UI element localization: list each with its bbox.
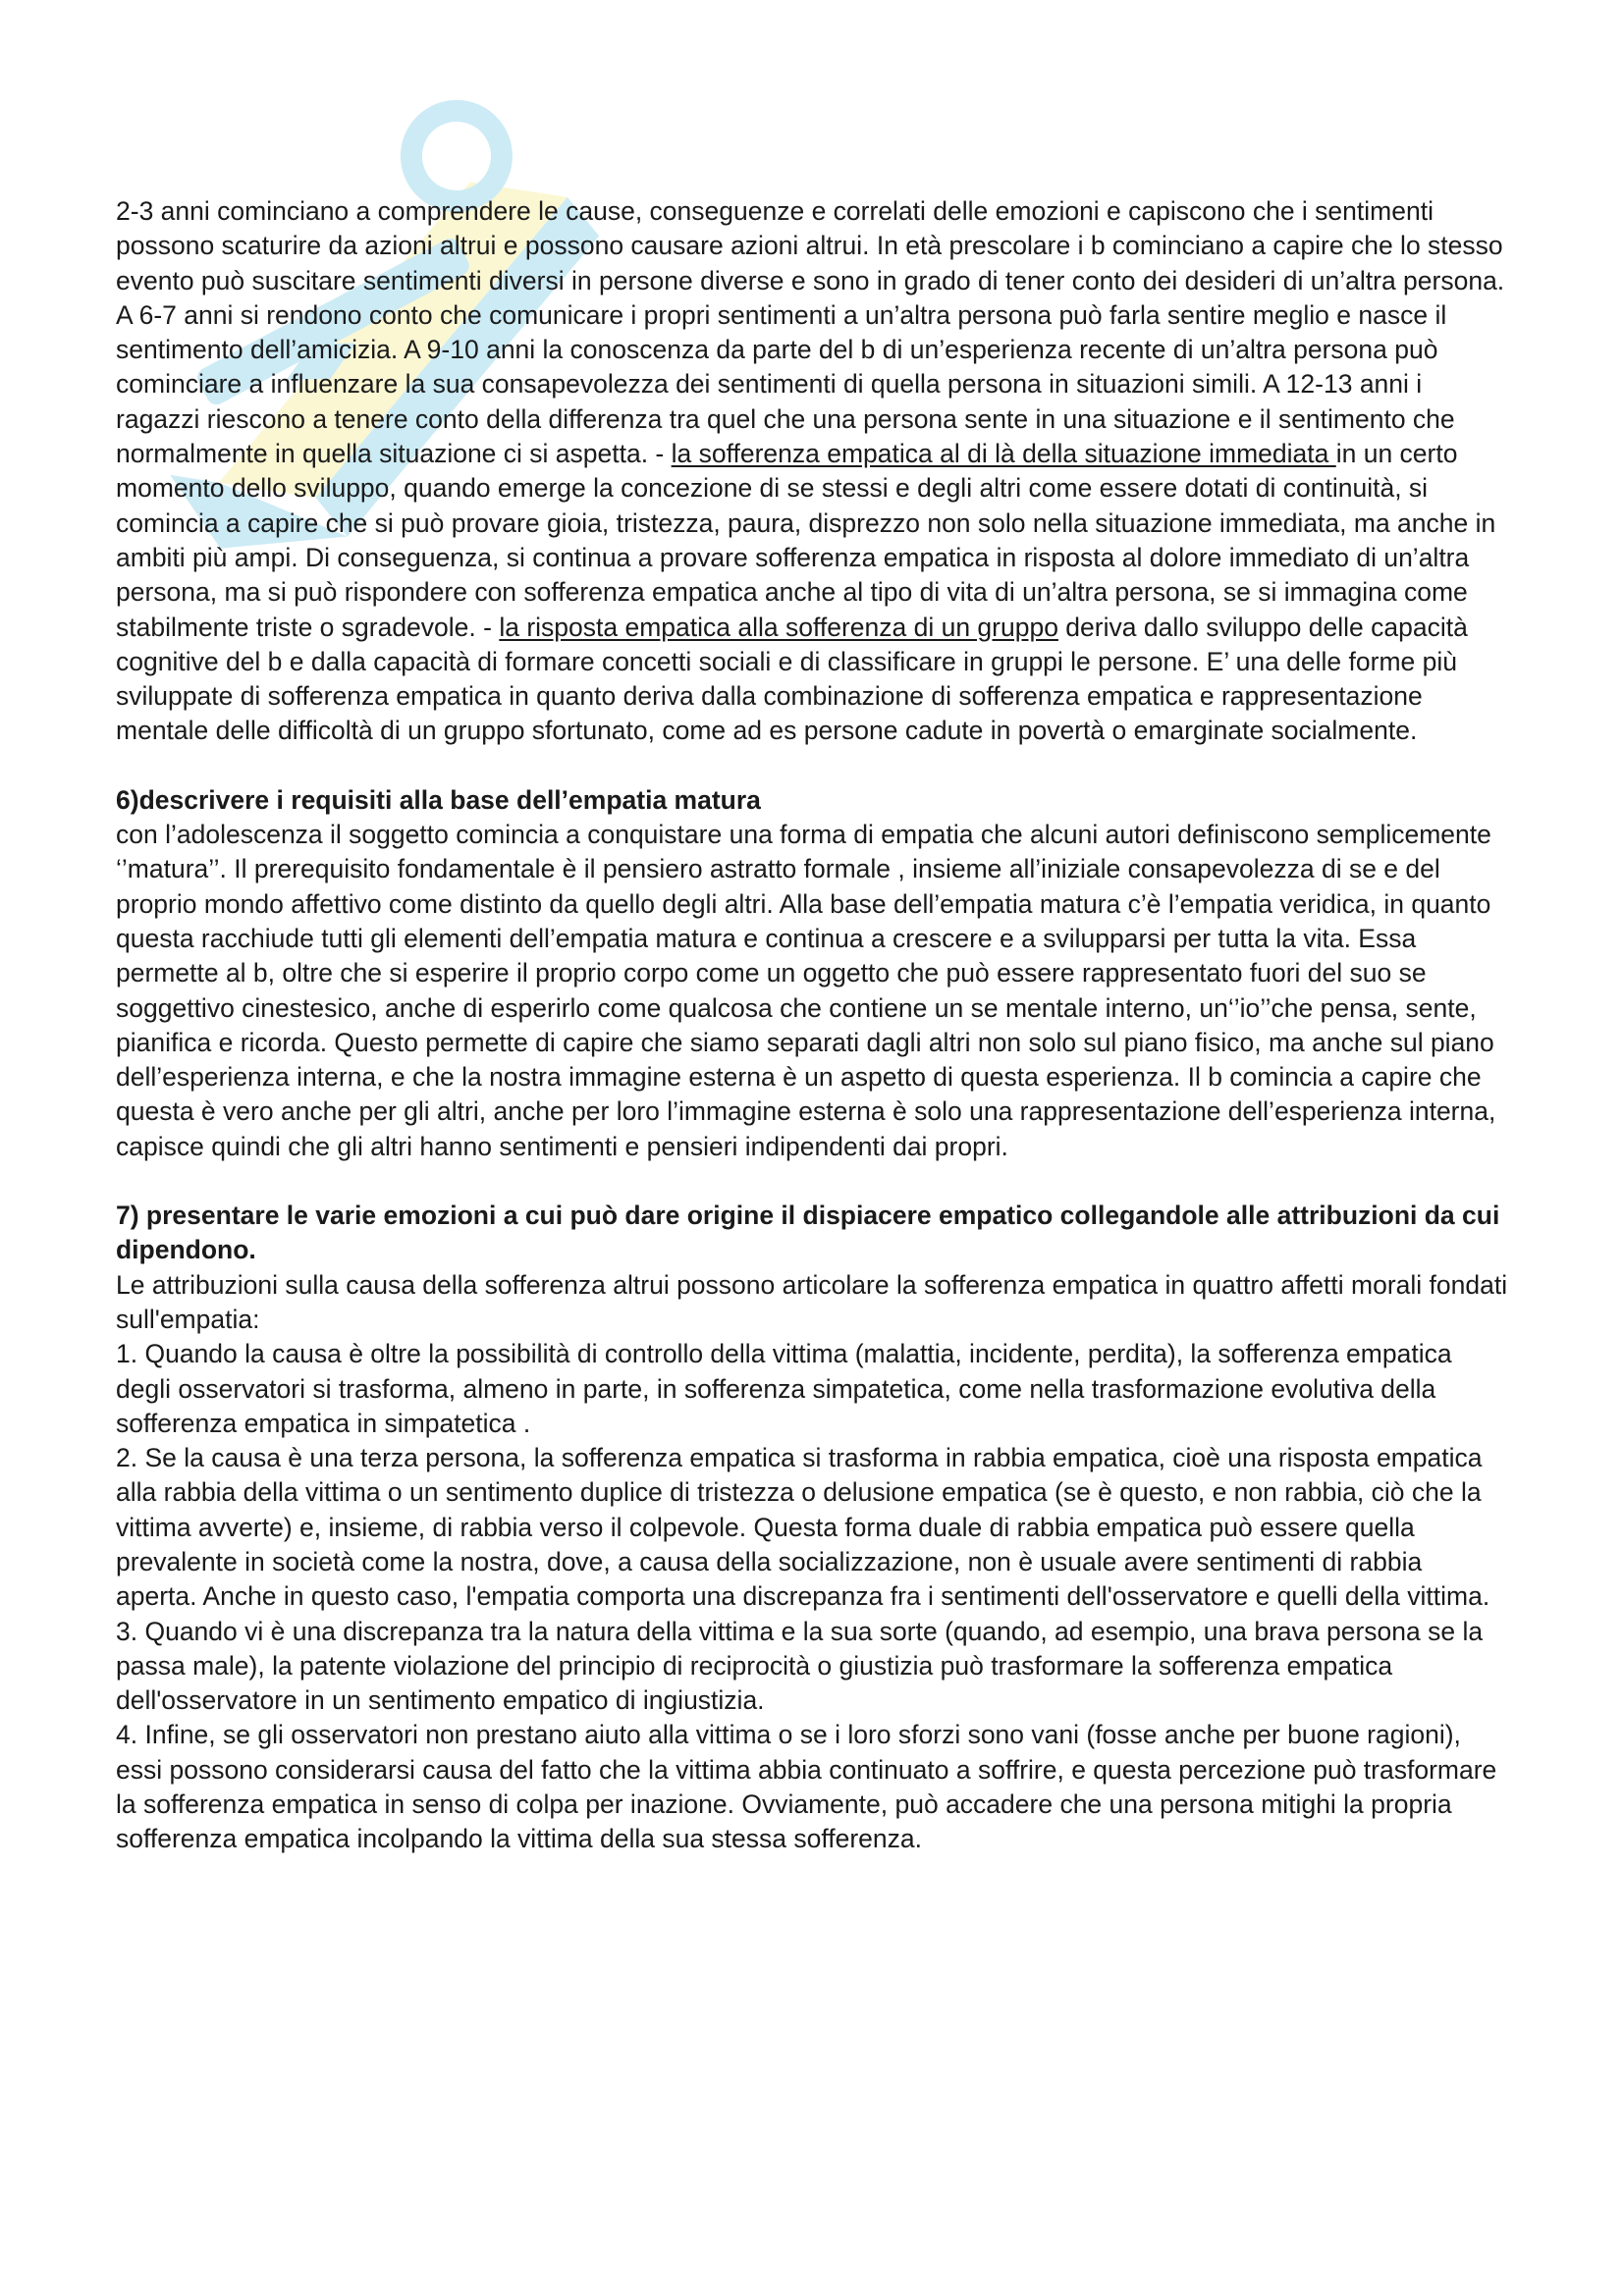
section-7-item-1: 1. Quando la causa è oltre la possibilità di controllo della vittima (malattia, incidente, perdita), la sofferenza empatica degli osservatori si trasforma, almeno in parte, in sofferenza simpatetica, come nella trasformazione evolutiva della sofferenza empatica in simpatetica . (116, 1339, 1452, 1438)
intro-underline-2: la risposta empatica alla sofferenza di un gruppo (499, 612, 1058, 642)
section-7-heading: 7) presentare le varie emozioni a cui può dare origine il dispiacere empatico collegandole alle attribuzioni da cui dipendono. (116, 1201, 1500, 1265)
section-6-heading: 6)descrivere i requisiti alla base dell’empatia matura (116, 784, 761, 815)
section-7-item-3: 3. Quando vi è una discrepanza tra la natura della vittima e la sua sorte (quando, ad esempio, una brava persona se la passa male), la patente violazione del principio di reciprocità o giustizia può trasformare la sofferenza empatica dell'osservatore in un sentimento empatico di ingiustizia. (116, 1616, 1484, 1716)
intro-text-part2: in un certo momento dello sviluppo, quando emerge la concezione di se stessi e degli altri come essere dotati di continuità, si comincia a capire che si può provare gioia, tristezza, paura, disprezzo non solo nella situazione immediata, ma anche in ambiti più ampi. Di conseguenza, si continua a provare sofferenza empatica in risposta al dolore immediato di un’altra persona, ma si può rispondere con sofferenza empatica anche al tipo di vita di un’altra persona, se si immagina come stabilmente triste o sgradevole. - (116, 439, 1496, 642)
section-7-item-2: 2. Se la causa è una terza persona, la sofferenza empatica si trasforma in rabbia empatica, cioè una risposta empatica alla rabbia della vittima o un sentimento duplice di tristezza o delusione empatica (se è questo, e non rabbia, ciò che la vittima avverte) e, insieme, di rabbia verso il colpevole. Questa forma duale di rabbia empatica può essere quella prevalente in società come la nostra, dove, a causa della socializzazione, non è usuale avere sentimenti di rabbia aperta. Anche in questo caso, l'empatia comporta una discrepanza fra i sentimenti dell'osservatore e quelli della vittima. (116, 1443, 1490, 1612)
section-7-item-4: 4. Infine, se gli osservatori non prestano aiuto alla vittima o se i loro sforzi sono vani (fosse anche per buone ragioni), essi possono considerarsi causa del fatto che la vittima abbia continuato a soffrire, e questa percezione può trasformare la sofferenza empatica in senso di colpa per inazione. Ovviamente, può accadere che una persona mitighi la propria sofferenza empatica incolpando la vittima della sua stessa sofferenza. (116, 1720, 1497, 1854)
intro-text-part3: deriva dallo sviluppo delle capacità cognitive del b e dalla capacità di formare concetti sociali e di classificare in gruppi le persone. E’ una delle forme più sviluppate di sofferenza empatica in quanto deriva dalla combinazione di sofferenza empatica e rappresentazione mentale delle difficoltà di un gruppo sfortunato, come ad es persone cadute in povertà o emarginate socialmente. (116, 612, 1468, 746)
section-7-intro: Le attribuzioni sulla causa della sofferenza altrui possono articolare la sofferenza empatica in quattro affetti morali fondati sull'empatia: (116, 1269, 1508, 1334)
section-6-body: con l’adolescenza il soggetto comincia a conquistare una forma di empatia che alcuni autori definiscono semplicemente ‘’matura’’. Il prerequisito fondamentale è il pensiero astratto formale , insieme all’iniziale consapevolezza di se e del proprio mondo affettivo come distinto da quello degli altri. Alla base dell’empatia matura c’è l’empatia veridica, in quanto questa racchiude tutti gli elementi dell’empatia matura e continua a crescere e a svilupparsi per tutta la vita. Essa permette al b, oltre che si esperire il proprio corpo come un oggetto che può essere rappresentato fuori del suo se soggettivo cinestesico, anche di esperirlo come qualcosa che contiene un se mentale interno, un‘’io’’che pensa, sente, pianifica e ricorda. Questo permette di capire che siamo separati dagli altri non solo sul piano fisico, ma anche sul piano dell’esperienza interna, e che la nostra immagine esterna è un aspetto di questa esperienza. Il b comincia a capire che questa è vero anche per gli altri, anche per loro l’immagine esterna è solo una rappresentazione dell’esperienza interna, capisce quindi che gli altri hanno sentimenti e pensieri indipendenti dai propri. (116, 820, 1496, 1161)
intro-paragraph (116, 194, 1510, 749)
intro-underline-1: la sofferenza empatica al di là della situazione immediata (671, 439, 1336, 469)
intro-text-part1: 2-3 anni cominciano a comprendere le cause, conseguenze e correlati delle emozioni e capiscono che i sentimenti possono scaturire da azioni altrui e possono causare azioni altrui. In età prescolare i b cominciano a capire che lo stesso evento può suscitare sentimenti diversi in persone diverse e sono in grado di tener conto dei desideri di un’altra persona. A 6-7 anni si rendono conto che comunicare i propri sentimenti a un’altra persona può farla sentire meglio e nasce il sentimento dell’amicizia. A 9-10 anni la conoscenza da parte del b di un’esperienza recente di un’altra persona può cominciare a influenzare la sua consapevolezza dei sentimenti di quella persona in situazioni simili. A 12-13 anni i ragazzi riescono a tenere conto della differenza tra quel che una persona sente in una situazione e il sentimento che normalmente in quella situazione ci si aspetta. - (116, 196, 1505, 469)
document-page (116, 194, 1510, 1857)
